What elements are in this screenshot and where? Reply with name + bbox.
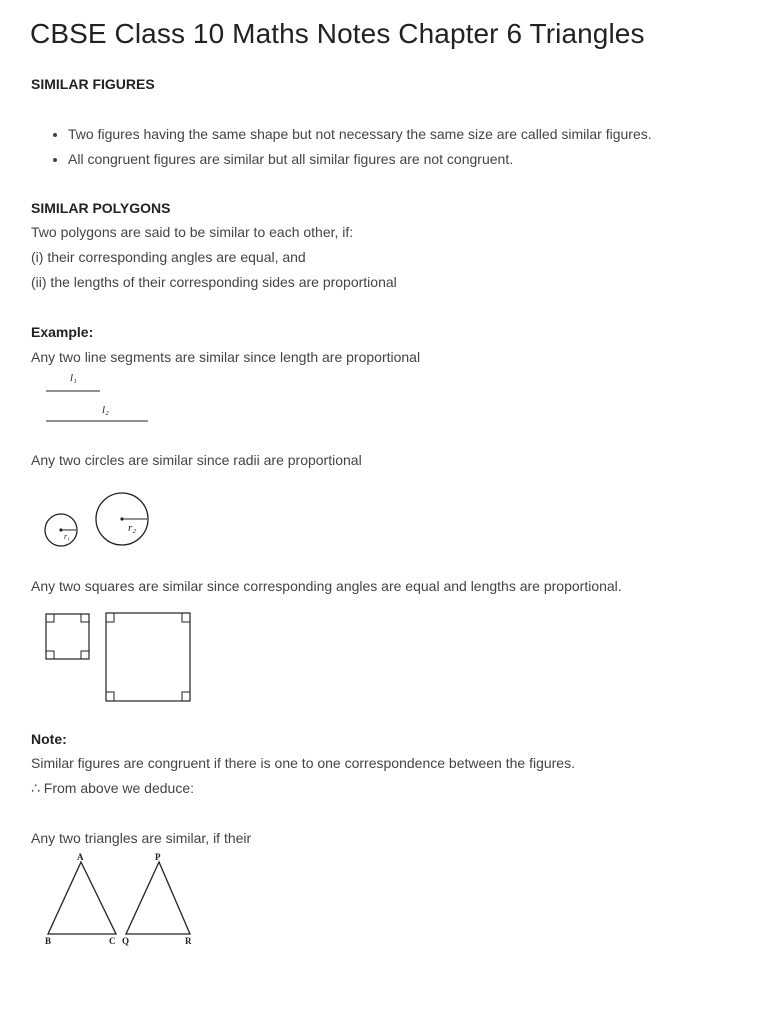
- similar-figures-heading: SIMILAR FIGURES: [31, 76, 155, 92]
- vertex-label-q: Q: [122, 936, 130, 946]
- right-angle-mark: [182, 692, 190, 701]
- triangles-figure: [38, 850, 208, 950]
- polygons-condition-sides: (ii) the lengths of their corresponding sides are proportional: [31, 274, 397, 290]
- circle-label-r2: r₂: [128, 522, 137, 534]
- segment-label-l2: l₂: [102, 404, 109, 416]
- circles-figure: [40, 488, 160, 552]
- vertex-label-b: B: [45, 936, 52, 946]
- right-angle-mark: [46, 614, 54, 622]
- segment-label-l1: l₁: [70, 372, 77, 384]
- vertex-label-p: P: [155, 852, 161, 862]
- right-angle-mark: [106, 613, 114, 622]
- right-angle-mark: [106, 692, 114, 701]
- example-heading: Example:: [31, 324, 94, 340]
- right-angle-mark: [46, 651, 54, 659]
- large-circle-center: [120, 517, 123, 520]
- list-item: • All congruent figures are similar but all similar figures are not congruent.: [68, 147, 652, 172]
- triangles-text: Any two triangles are similar, if their: [31, 830, 252, 846]
- right-angle-mark: [81, 651, 89, 659]
- note-heading: Note:: [31, 731, 67, 747]
- right-angle-mark: [182, 613, 190, 622]
- triangle-abc: [48, 862, 116, 934]
- list-item: • Two figures having the same shape but not necessary the same size are called similar figures.: [68, 122, 652, 147]
- polygons-condition-angles: (i) their corresponding angles are equal, and: [31, 249, 306, 265]
- small-circle-center: [59, 528, 62, 531]
- squares-figure: [40, 608, 200, 708]
- line-segments-figure: [40, 368, 160, 428]
- line-segments-text: Any two line segments are similar since length are proportional: [31, 349, 421, 365]
- small-square: [46, 614, 89, 659]
- large-square: [106, 613, 190, 701]
- vertex-label-c: C: [109, 936, 116, 946]
- right-angle-mark: [81, 614, 89, 622]
- note-deduce-text: ∴ From above we deduce:: [31, 780, 194, 796]
- similar-polygons-heading: SIMILAR POLYGONS: [31, 200, 171, 216]
- circles-text: Any two circles are similar since radii are proportional: [31, 452, 362, 468]
- note-congruent-text: Similar figures are congruent if there is one to one correspondence between the figures.: [31, 755, 575, 771]
- triangle-pqr: [126, 862, 190, 934]
- circle-label-r1: r₁: [64, 532, 70, 541]
- page-title: CBSE Class 10 Maths Notes Chapter 6 Triangles: [30, 18, 645, 49]
- similar-figures-list: [52, 122, 652, 172]
- vertex-label-r: R: [185, 936, 192, 946]
- polygons-definition-text: Two polygons are said to be similar to each other, if:: [31, 224, 354, 240]
- squares-text: Any two squares are similar since corresponding angles are equal and lengths are proportional.: [31, 578, 622, 594]
- vertex-label-a: A: [77, 852, 84, 862]
